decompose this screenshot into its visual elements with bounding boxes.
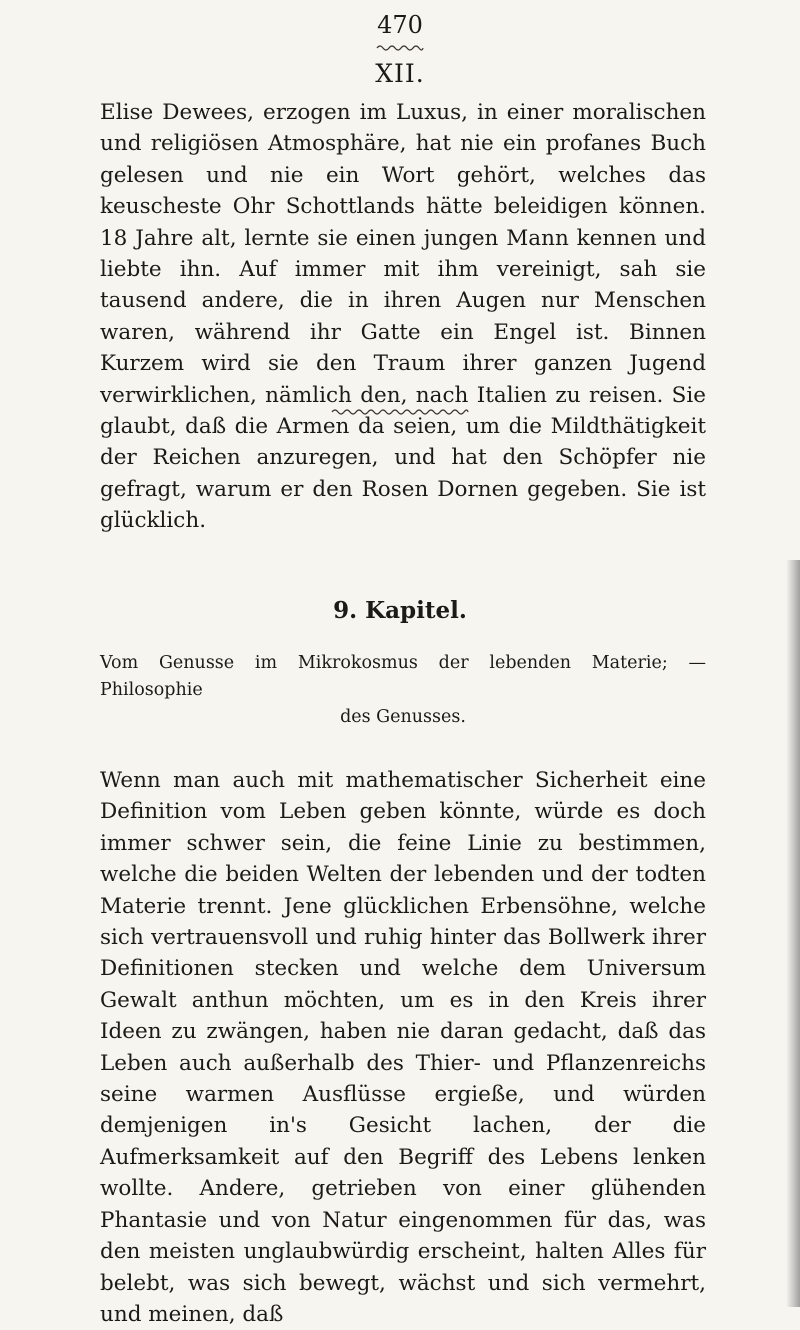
page-edge-shadow [786,560,800,1307]
wave-ornament-icon [376,43,424,53]
page-number: 470 [377,11,423,39]
section-paragraph: Elise Dewees, erzogen im Luxus, in einer moralischen und religiösen Atmosphäre, hat nie ein profanes Buch gelesen und nie ein Wort gehört, welches das keuscheste Ohr Schottlands hätte beleidigen können. 18 Jahre alt, lernte sie einen jungen Mann kennen und liebte ihn. Auf immer mit ihm vereinigt, sah sie tausend andere, die in ihren Augen nur Menschen waren, während ihr Gatte ein Engel ist. Binnen Kurzem wird sie den Traum ihrer ganzen Jugend verwirklichen, nämlich den, nach Italien zu reisen. Sie glaubt, daß die Armen da seien, um die Mildthätigkeit der Reichen anzuregen, und hat den Schöpfer nie gefragt, warum er den Rosen Dornen gegeben. Sie ist glücklich. [100,100,706,534]
chapter-subtitle-line-1: Vom Genusse im Mikrokosmus der lebenden Materie; — Philosophie [100,653,706,700]
chapter-subtitle-line-2: des Genusses. [340,707,466,727]
chapter-subtitle [100,650,706,731]
chapter-heading: 9. Kapitel. [333,597,467,624]
section-numeral: XII. [375,59,425,88]
wave-ornament-icon [330,407,470,417]
chapter-separator-ornament [0,402,800,421]
top-wave-ornament [0,38,800,57]
chapter-paragraph: Wenn man auch mit mathematischer Sicherheit eine Definition vom Leben geben könnte, würde es doch immer schwer sein, die feine Linie zu bestimmen, welche die beiden Welten der lebenden und der todten Materie trennt. Jene glücklichen Erbensöhne, welche sich vertrauensvoll und ruhig hinter das Bollwerk ihrer Definitionen stecken und welche dem Universum Gewalt anthun möchten, um es in den Kreis ihrer Ideen zu zwängen, haben nie daran gedacht, daß das Leben auch außerhalb des Thier- und Pflanzenreichs seine warmen Ausflüsse ergieße, und würden demjenigen in's Gesicht lachen, der die Aufmerksamkeit auf den Begriff des Lebens lenken wollte. Andere, getrieben von einer glühenden Phantasie und von Natur eingenommen für das, was den meisten unglaubwürdig erscheint, halten Alles für belebt, was sich bewegt, wächst und sich vermehrt, und meinen, daß [100,768,706,1327]
